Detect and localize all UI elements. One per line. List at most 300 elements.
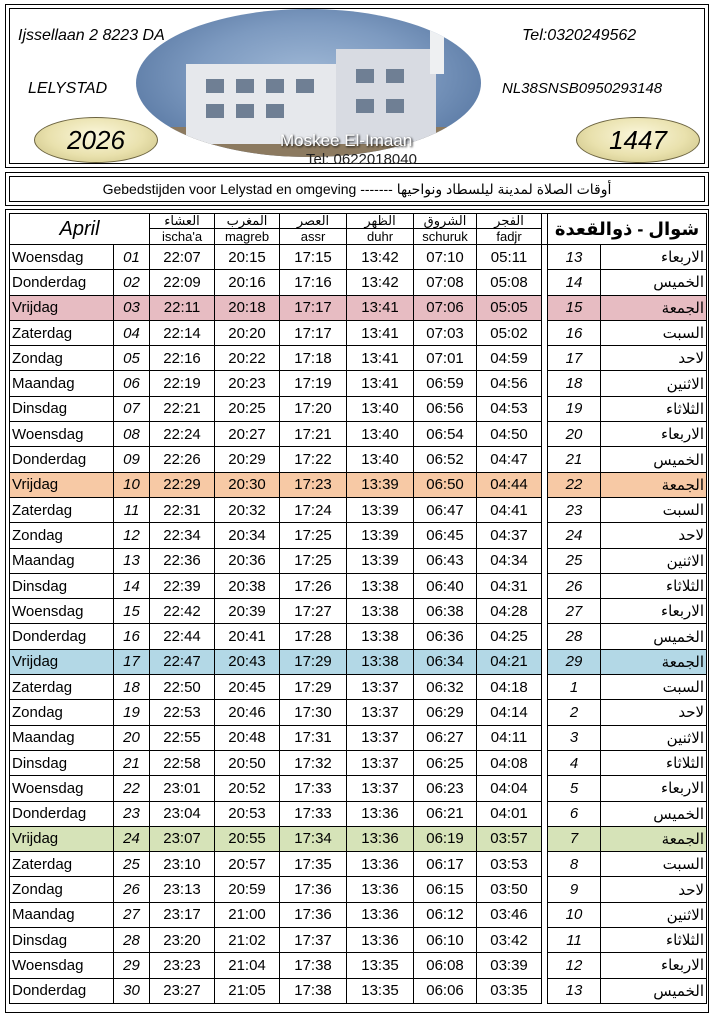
dhuhr-time: 13:36 [347, 902, 414, 927]
day-number: 11 [114, 497, 150, 522]
day-name: Vrijdag [10, 472, 114, 497]
dhuhr-time: 13:37 [347, 750, 414, 775]
isha-time: 22:34 [150, 523, 215, 548]
day-number: 20 [114, 725, 150, 750]
maghrib-time: 20:29 [215, 447, 280, 472]
arabic-day-name: الجمعة [601, 826, 707, 851]
address: Ijssellaan 2 8223 DA [18, 27, 165, 44]
maghrib-time: 20:36 [215, 548, 280, 573]
dhuhr-time: 13:41 [347, 346, 414, 371]
isha-time: 22:29 [150, 472, 215, 497]
asr-time: 17:32 [280, 750, 347, 775]
dhuhr-time: 13:38 [347, 599, 414, 624]
hijri-day: 10 [548, 902, 601, 927]
subtitle-text: Gebedstijden voor Lelystad en omgeving ------- أوقات الصلاة لمدينة ليلسطاد ونواحيها [9, 176, 705, 202]
day-name: Donderdag [10, 801, 114, 826]
maghrib-time: 20:25 [215, 396, 280, 421]
isha-time: 22:24 [150, 422, 215, 447]
day-name: Dinsdag [10, 396, 114, 421]
table-row [10, 750, 707, 775]
day-name: Woensdag [10, 422, 114, 447]
fajr-time: 05:02 [477, 320, 542, 345]
arabic-day-name: السبت [601, 320, 707, 345]
table-row [10, 852, 707, 877]
arabic-day-name: لاحد [601, 346, 707, 371]
dhuhr-time: 13:37 [347, 700, 414, 725]
hijri-day: 9 [548, 877, 601, 902]
sunrise-time: 06:45 [414, 523, 477, 548]
hijri-day: 23 [548, 497, 601, 522]
table-row [10, 599, 707, 624]
day-number: 18 [114, 675, 150, 700]
gregorian-year-badge: 2026 [34, 117, 158, 163]
sunrise-time: 06:21 [414, 801, 477, 826]
day-number: 28 [114, 928, 150, 953]
day-name: Dinsdag [10, 573, 114, 598]
arabic-day-name: الاربعاء [601, 245, 707, 270]
dhuhr-time: 13:42 [347, 270, 414, 295]
day-number: 04 [114, 320, 150, 345]
hijri-months-header: شوال - ذوالقعدة [548, 214, 707, 245]
arabic-day-name: السبت [601, 852, 707, 877]
isha-time: 22:42 [150, 599, 215, 624]
asr-time: 17:26 [280, 573, 347, 598]
asr-time: 17:31 [280, 725, 347, 750]
dhuhr-time: 13:37 [347, 675, 414, 700]
maghrib-time: 20:15 [215, 245, 280, 270]
dhuhr-time: 13:36 [347, 928, 414, 953]
day-number: 29 [114, 953, 150, 978]
fajr-time: 03:50 [477, 877, 542, 902]
asr-time: 17:38 [280, 978, 347, 1003]
fajr-time: 04:53 [477, 396, 542, 421]
header-inner-frame [9, 8, 705, 168]
isha-time: 23:20 [150, 928, 215, 953]
hijri-day: 5 [548, 776, 601, 801]
maghrib-time: 20:18 [215, 295, 280, 320]
asr-time: 17:25 [280, 523, 347, 548]
isha-time: 23:17 [150, 902, 215, 927]
dhuhr-time: 13:41 [347, 295, 414, 320]
sunrise-time: 06:43 [414, 548, 477, 573]
day-number: 06 [114, 371, 150, 396]
maghrib-time: 21:00 [215, 902, 280, 927]
asr-time: 17:36 [280, 902, 347, 927]
sunrise-time: 06:47 [414, 497, 477, 522]
isha-time: 23:27 [150, 978, 215, 1003]
sunrise-time: 06:12 [414, 902, 477, 927]
isha-time: 23:04 [150, 801, 215, 826]
maghrib-time: 21:02 [215, 928, 280, 953]
dhuhr-time: 13:38 [347, 624, 414, 649]
isha-time: 22:36 [150, 548, 215, 573]
fajr-time: 04:50 [477, 422, 542, 447]
fajr-time: 05:05 [477, 295, 542, 320]
day-name: Zondag [10, 700, 114, 725]
table-row [10, 877, 707, 902]
isha-time: 22:44 [150, 624, 215, 649]
fajr-time: 04:25 [477, 624, 542, 649]
fajr-time: 03:35 [477, 978, 542, 1003]
fajr-time: 04:59 [477, 346, 542, 371]
header-panel [5, 4, 709, 168]
hijri-day: 26 [548, 573, 601, 598]
maghrib-time: 20:23 [215, 371, 280, 396]
table-row [10, 447, 707, 472]
arabic-day-name: لاحد [601, 700, 707, 725]
fajr-time: 04:18 [477, 675, 542, 700]
asr-time: 17:33 [280, 801, 347, 826]
maghrib-time: 20:34 [215, 523, 280, 548]
table-row [10, 700, 707, 725]
hijri-day: 14 [548, 270, 601, 295]
hijri-day: 15 [548, 295, 601, 320]
maghrib-time: 20:52 [215, 776, 280, 801]
isha-time: 23:01 [150, 776, 215, 801]
sunrise-time: 06:06 [414, 978, 477, 1003]
sunrise-time: 06:19 [414, 826, 477, 851]
arabic-day-name: الجمعة [601, 472, 707, 497]
fajr-time: 04:56 [477, 371, 542, 396]
table-row [10, 497, 707, 522]
table-row [10, 548, 707, 573]
maghrib-time: 20:30 [215, 472, 280, 497]
day-name: Vrijdag [10, 295, 114, 320]
isha-time: 23:10 [150, 852, 215, 877]
maghrib-time: 20:32 [215, 497, 280, 522]
day-number: 19 [114, 700, 150, 725]
fajr-header-ar: الفجر [477, 214, 542, 229]
fajr-time: 04:11 [477, 725, 542, 750]
isha-time: 22:21 [150, 396, 215, 421]
table-row [10, 826, 707, 851]
day-number: 17 [114, 649, 150, 674]
fajr-time: 05:08 [477, 270, 542, 295]
maghrib-time: 20:22 [215, 346, 280, 371]
arabic-day-name: الاثنين [601, 548, 707, 573]
dhuhr-time: 13:39 [347, 523, 414, 548]
hijri-day: 7 [548, 826, 601, 851]
sunrise-time: 06:29 [414, 700, 477, 725]
dhuhr-time: 13:36 [347, 852, 414, 877]
isha-time: 23:13 [150, 877, 215, 902]
arabic-day-name: الاربعاء [601, 776, 707, 801]
arabic-day-name: الجمعة [601, 295, 707, 320]
dhuhr-time: 13:35 [347, 953, 414, 978]
day-name: Donderdag [10, 270, 114, 295]
fajr-time: 05:11 [477, 245, 542, 270]
table-row [10, 725, 707, 750]
asr-time: 17:24 [280, 497, 347, 522]
sunrise-time: 07:06 [414, 295, 477, 320]
day-name: Woensdag [10, 953, 114, 978]
asr-time: 17:17 [280, 320, 347, 345]
day-number: 22 [114, 776, 150, 801]
maghrib-time: 20:53 [215, 801, 280, 826]
sunrise-time: 06:25 [414, 750, 477, 775]
mosque-phone: Tel: 0622018040 [306, 151, 417, 168]
fajr-header: fadjr [477, 229, 542, 245]
iban-number: NL38SNSB0950293148 [502, 80, 663, 97]
table-row [10, 295, 707, 320]
asr-time: 17:16 [280, 270, 347, 295]
sunrise-time: 06:52 [414, 447, 477, 472]
hijri-day: 4 [548, 750, 601, 775]
day-name: Maandag [10, 902, 114, 927]
subtitle-panel [5, 172, 709, 206]
isha-time: 22:39 [150, 573, 215, 598]
day-number: 12 [114, 523, 150, 548]
sunrise-time: 06:15 [414, 877, 477, 902]
maghrib-time: 20:46 [215, 700, 280, 725]
hijri-day: 28 [548, 624, 601, 649]
hijri-day: 13 [548, 978, 601, 1003]
day-number: 23 [114, 801, 150, 826]
arabic-day-name: الاثنين [601, 902, 707, 927]
sunrise-time: 06:36 [414, 624, 477, 649]
table-row [10, 902, 707, 927]
fajr-time: 03:39 [477, 953, 542, 978]
asr-header: assr [280, 229, 347, 245]
maghrib-time: 20:57 [215, 852, 280, 877]
asr-time: 17:35 [280, 852, 347, 877]
sunrise-time: 07:08 [414, 270, 477, 295]
dhuhr-header-ar: الظهر [347, 214, 414, 229]
fajr-time: 04:21 [477, 649, 542, 674]
sunrise-time: 06:59 [414, 371, 477, 396]
day-name: Zondag [10, 346, 114, 371]
table-row [10, 523, 707, 548]
hijri-day: 29 [548, 649, 601, 674]
sunrise-header: schuruk [414, 229, 477, 245]
isha-time: 22:31 [150, 497, 215, 522]
day-number: 14 [114, 573, 150, 598]
hijri-day: 19 [548, 396, 601, 421]
sunrise-time: 06:34 [414, 649, 477, 674]
maghrib-time: 20:55 [215, 826, 280, 851]
arabic-day-name: الاربعاء [601, 953, 707, 978]
fajr-time: 03:46 [477, 902, 542, 927]
isha-time: 22:11 [150, 295, 215, 320]
sunrise-time: 06:50 [414, 472, 477, 497]
asr-time: 17:36 [280, 877, 347, 902]
table-row [10, 801, 707, 826]
day-name: Vrijdag [10, 649, 114, 674]
table-row [10, 371, 707, 396]
table-row [10, 675, 707, 700]
fajr-time: 03:42 [477, 928, 542, 953]
asr-time: 17:15 [280, 245, 347, 270]
table-row [10, 346, 707, 371]
sunrise-time: 06:23 [414, 776, 477, 801]
hijri-day: 2 [548, 700, 601, 725]
day-number: 27 [114, 902, 150, 927]
day-name: Zondag [10, 877, 114, 902]
maghrib-time: 20:50 [215, 750, 280, 775]
day-name: Woensdag [10, 599, 114, 624]
fajr-time: 04:04 [477, 776, 542, 801]
asr-time: 17:34 [280, 826, 347, 851]
day-name: Dinsdag [10, 928, 114, 953]
phone-number: Tel:0320249562 [522, 27, 637, 44]
fajr-time: 04:31 [477, 573, 542, 598]
hijri-day: 21 [548, 447, 601, 472]
arabic-day-name: الاربعاء [601, 422, 707, 447]
arabic-day-name: الخميس [601, 447, 707, 472]
fajr-time: 04:01 [477, 801, 542, 826]
day-name: Donderdag [10, 978, 114, 1003]
dhuhr-time: 13:37 [347, 776, 414, 801]
sunrise-time: 07:03 [414, 320, 477, 345]
asr-time: 17:28 [280, 624, 347, 649]
dhuhr-time: 13:38 [347, 649, 414, 674]
day-name: Maandag [10, 371, 114, 396]
arabic-day-name: لاحد [601, 523, 707, 548]
sunrise-time: 07:10 [414, 245, 477, 270]
hijri-day: 20 [548, 422, 601, 447]
sunrise-header-ar: الشروق [414, 214, 477, 229]
hijri-day: 3 [548, 725, 601, 750]
hijri-day: 11 [548, 928, 601, 953]
dhuhr-time: 13:42 [347, 245, 414, 270]
table-row [10, 953, 707, 978]
asr-time: 17:18 [280, 346, 347, 371]
dhuhr-time: 13:40 [347, 396, 414, 421]
day-number: 13 [114, 548, 150, 573]
dhuhr-time: 13:36 [347, 826, 414, 851]
day-number: 21 [114, 750, 150, 775]
dhuhr-time: 13:39 [347, 548, 414, 573]
hijri-day: 17 [548, 346, 601, 371]
isha-time: 22:14 [150, 320, 215, 345]
maghrib-time: 20:27 [215, 422, 280, 447]
asr-time: 17:38 [280, 953, 347, 978]
fajr-time: 04:28 [477, 599, 542, 624]
asr-time: 17:23 [280, 472, 347, 497]
isha-time: 22:50 [150, 675, 215, 700]
maghrib-time: 21:05 [215, 978, 280, 1003]
maghrib-header-ar: المغرب [215, 214, 280, 229]
hijri-day: 27 [548, 599, 601, 624]
arabic-day-name: الاثنين [601, 725, 707, 750]
sunrise-time: 06:10 [414, 928, 477, 953]
asr-time: 17:37 [280, 928, 347, 953]
maghrib-time: 20:20 [215, 320, 280, 345]
fajr-time: 04:34 [477, 548, 542, 573]
day-name: Zondag [10, 523, 114, 548]
maghrib-time: 20:39 [215, 599, 280, 624]
hijri-day: 8 [548, 852, 601, 877]
asr-time: 17:17 [280, 295, 347, 320]
day-number: 07 [114, 396, 150, 421]
day-number: 05 [114, 346, 150, 371]
day-name: Zaterdag [10, 497, 114, 522]
fajr-time: 04:08 [477, 750, 542, 775]
day-number: 25 [114, 852, 150, 877]
day-name: Dinsdag [10, 750, 114, 775]
asr-time: 17:27 [280, 599, 347, 624]
hijri-day: 22 [548, 472, 601, 497]
day-name: Woensdag [10, 776, 114, 801]
hijri-day: 25 [548, 548, 601, 573]
fajr-time: 03:53 [477, 852, 542, 877]
hijri-day: 6 [548, 801, 601, 826]
arabic-day-name: الثلاثاء [601, 928, 707, 953]
maghrib-time: 20:38 [215, 573, 280, 598]
maghrib-time: 21:04 [215, 953, 280, 978]
city-name: LELYSTAD [28, 80, 108, 97]
table-row [10, 776, 707, 801]
isha-header-ar: العشاء [150, 214, 215, 229]
table-row [10, 320, 707, 345]
table-row [10, 396, 707, 421]
day-number: 01 [114, 245, 150, 270]
asr-time: 17:25 [280, 548, 347, 573]
dhuhr-header: duhr [347, 229, 414, 245]
dhuhr-time: 13:36 [347, 801, 414, 826]
arabic-day-name: الثلاثاء [601, 396, 707, 421]
sunrise-time: 06:56 [414, 396, 477, 421]
day-name: Maandag [10, 548, 114, 573]
asr-header-ar: العصر [280, 214, 347, 229]
day-number: 03 [114, 295, 150, 320]
fajr-time: 04:41 [477, 497, 542, 522]
table-row [10, 928, 707, 953]
isha-time: 22:53 [150, 700, 215, 725]
sunrise-time: 06:32 [414, 675, 477, 700]
dhuhr-time: 13:39 [347, 497, 414, 522]
maghrib-header: magreb [215, 229, 280, 245]
day-number: 16 [114, 624, 150, 649]
day-name: Woensdag [10, 245, 114, 270]
asr-time: 17:29 [280, 675, 347, 700]
arabic-day-name: الثلاثاء [601, 573, 707, 598]
mosque-name: Moskee El-Imaan [280, 131, 413, 150]
day-number: 02 [114, 270, 150, 295]
hijri-day: 12 [548, 953, 601, 978]
asr-time: 17:29 [280, 649, 347, 674]
isha-header: ischa'a [150, 229, 215, 245]
hijri-day: 24 [548, 523, 601, 548]
sunrise-time: 06:27 [414, 725, 477, 750]
day-name: Donderdag [10, 447, 114, 472]
isha-time: 23:23 [150, 953, 215, 978]
dhuhr-time: 13:41 [347, 320, 414, 345]
dhuhr-time: 13:38 [347, 573, 414, 598]
table-row [10, 270, 707, 295]
fajr-time: 03:57 [477, 826, 542, 851]
dhuhr-time: 13:40 [347, 447, 414, 472]
hijri-day: 1 [548, 675, 601, 700]
day-number: 08 [114, 422, 150, 447]
isha-time: 22:58 [150, 750, 215, 775]
day-number: 30 [114, 978, 150, 1003]
maghrib-time: 20:59 [215, 877, 280, 902]
asr-time: 17:33 [280, 776, 347, 801]
hijri-day: 18 [548, 371, 601, 396]
dhuhr-time: 13:36 [347, 877, 414, 902]
isha-time: 22:09 [150, 270, 215, 295]
day-number: 24 [114, 826, 150, 851]
hijri-year-badge: 1447 [576, 117, 700, 163]
isha-time: 22:16 [150, 346, 215, 371]
arabic-day-name: الخميس [601, 978, 707, 1003]
day-name: Zaterdag [10, 852, 114, 877]
day-name: Maandag [10, 725, 114, 750]
month-header: April [10, 214, 150, 245]
arabic-day-name: السبت [601, 675, 707, 700]
day-number: 15 [114, 599, 150, 624]
